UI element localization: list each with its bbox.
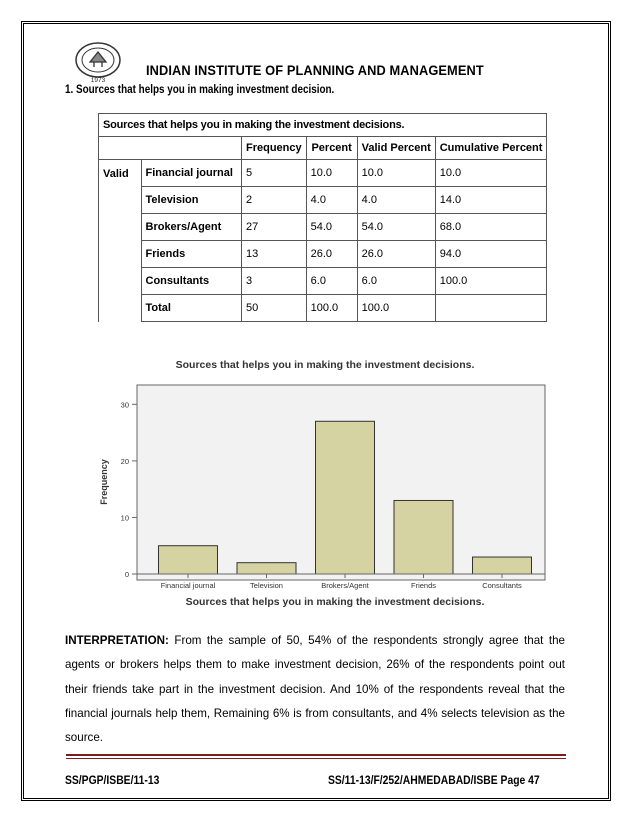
cell-percent: 4.0: [306, 187, 357, 214]
x-axis-label: Sources that helps you in making the investment decisions.: [185, 596, 485, 608]
cell-frequency: 13: [242, 241, 307, 268]
cell-valid-percent: 100.0: [357, 295, 435, 322]
chart-svg: [90, 355, 550, 610]
x-tick-label: Financial journal: [160, 581, 216, 590]
cell-valid-percent: 6.0: [357, 268, 435, 295]
table-row: [99, 268, 547, 295]
x-tick-label: Friends: [410, 581, 437, 590]
cell-valid-percent: 4.0: [357, 187, 435, 214]
row-label: Brokers/Agent: [141, 214, 242, 241]
y-tick-label: 30: [120, 400, 129, 410]
interpretation-text: From the sample of 50, 54% of the respondents strongly agree that the agents or brokers helps them to make investment decision, 26% of the respondents point out their friends take part in the investment decision. And 10% of the respondents reveal that the financial journals help them, Remaining 6% is from consultants, and 4% selects television as the source.: [65, 634, 565, 745]
table-row: [99, 160, 547, 187]
table-row: [99, 241, 547, 268]
row-label: Total: [141, 295, 242, 322]
row-label: Financial journal: [141, 160, 242, 187]
x-tick-label: Television: [250, 581, 283, 590]
interpretation-label: INTERPRETATION:: [65, 634, 169, 647]
cell-cumulative-percent: [435, 295, 547, 322]
row-label: Consultants: [141, 268, 242, 295]
bar: [316, 421, 375, 574]
cell-percent: 10.0: [306, 160, 357, 187]
cell-valid-percent: 54.0: [357, 214, 435, 241]
table-row: [99, 214, 547, 241]
col-header-frequency: Frequency: [242, 137, 307, 160]
header-blank-1: [99, 137, 142, 160]
cell-valid-percent: 10.0: [357, 160, 435, 187]
cell-cumulative-percent: 68.0: [435, 214, 547, 241]
cell-cumulative-percent: 100.0: [435, 268, 547, 295]
bar: [159, 546, 218, 574]
footer-right: SS/11-13/F/252/AHMEDABAD/ISBE Page 47: [328, 775, 540, 787]
cell-valid-percent: 26.0: [357, 241, 435, 268]
cell-frequency: 27: [242, 214, 307, 241]
cell-frequency: 5: [242, 160, 307, 187]
bar: [237, 563, 296, 574]
table-caption: Sources that helps you in making the investment decisions.: [99, 114, 547, 137]
table-header-row: [99, 137, 547, 160]
cell-percent: 26.0: [306, 241, 357, 268]
x-tick-label: Brokers/Agent: [321, 581, 369, 590]
bar-chart: [90, 355, 550, 610]
cell-frequency: 3: [242, 268, 307, 295]
logo-emblem: [90, 52, 106, 67]
table-row-total: [99, 295, 547, 322]
bar: [473, 557, 532, 574]
table-row: [99, 187, 547, 214]
frequency-table: [98, 113, 547, 322]
y-tick-label: 0: [124, 570, 129, 579]
interpretation-paragraph: [65, 629, 565, 750]
chart-title: Sources that helps you in making the investment decisions.: [175, 359, 475, 371]
cell-frequency: 2: [242, 187, 307, 214]
row-label: Friends: [141, 241, 242, 268]
institute-title: INDIAN INSTITUTE OF PLANNING AND MANAGEMENT: [146, 63, 484, 78]
cell-cumulative-percent: 10.0: [435, 160, 547, 187]
x-tick-label: Consultants: [482, 581, 522, 590]
cell-cumulative-percent: 94.0: [435, 241, 547, 268]
y-tick-label: 20: [120, 456, 129, 466]
col-header-valid-percent: Valid Percent: [357, 137, 435, 160]
header-blank-2: [141, 137, 242, 160]
footer-rule-thick: [66, 754, 566, 756]
row-label: Television: [141, 187, 242, 214]
footer-rule-thin: [66, 758, 566, 759]
cell-percent: 100.0: [306, 295, 357, 322]
cell-percent: 6.0: [306, 268, 357, 295]
institute-logo: [70, 40, 126, 84]
y-tick-label: 10: [120, 513, 129, 523]
cell-frequency: 50: [242, 295, 307, 322]
cell-percent: 54.0: [306, 214, 357, 241]
bar: [394, 500, 453, 574]
footer-left: SS/PGP/ISBE/11-13: [65, 775, 160, 787]
cell-cumulative-percent: 14.0: [435, 187, 547, 214]
col-header-percent: Percent: [306, 137, 357, 160]
y-axis-label: Frequency: [99, 459, 109, 505]
group-label-valid: Valid: [99, 160, 142, 322]
col-header-cumulative-percent: Cumulative Percent: [435, 137, 547, 160]
logo-year: 1973: [90, 77, 106, 84]
section-heading: 1. Sources that helps you in making investment decision.: [65, 84, 335, 96]
